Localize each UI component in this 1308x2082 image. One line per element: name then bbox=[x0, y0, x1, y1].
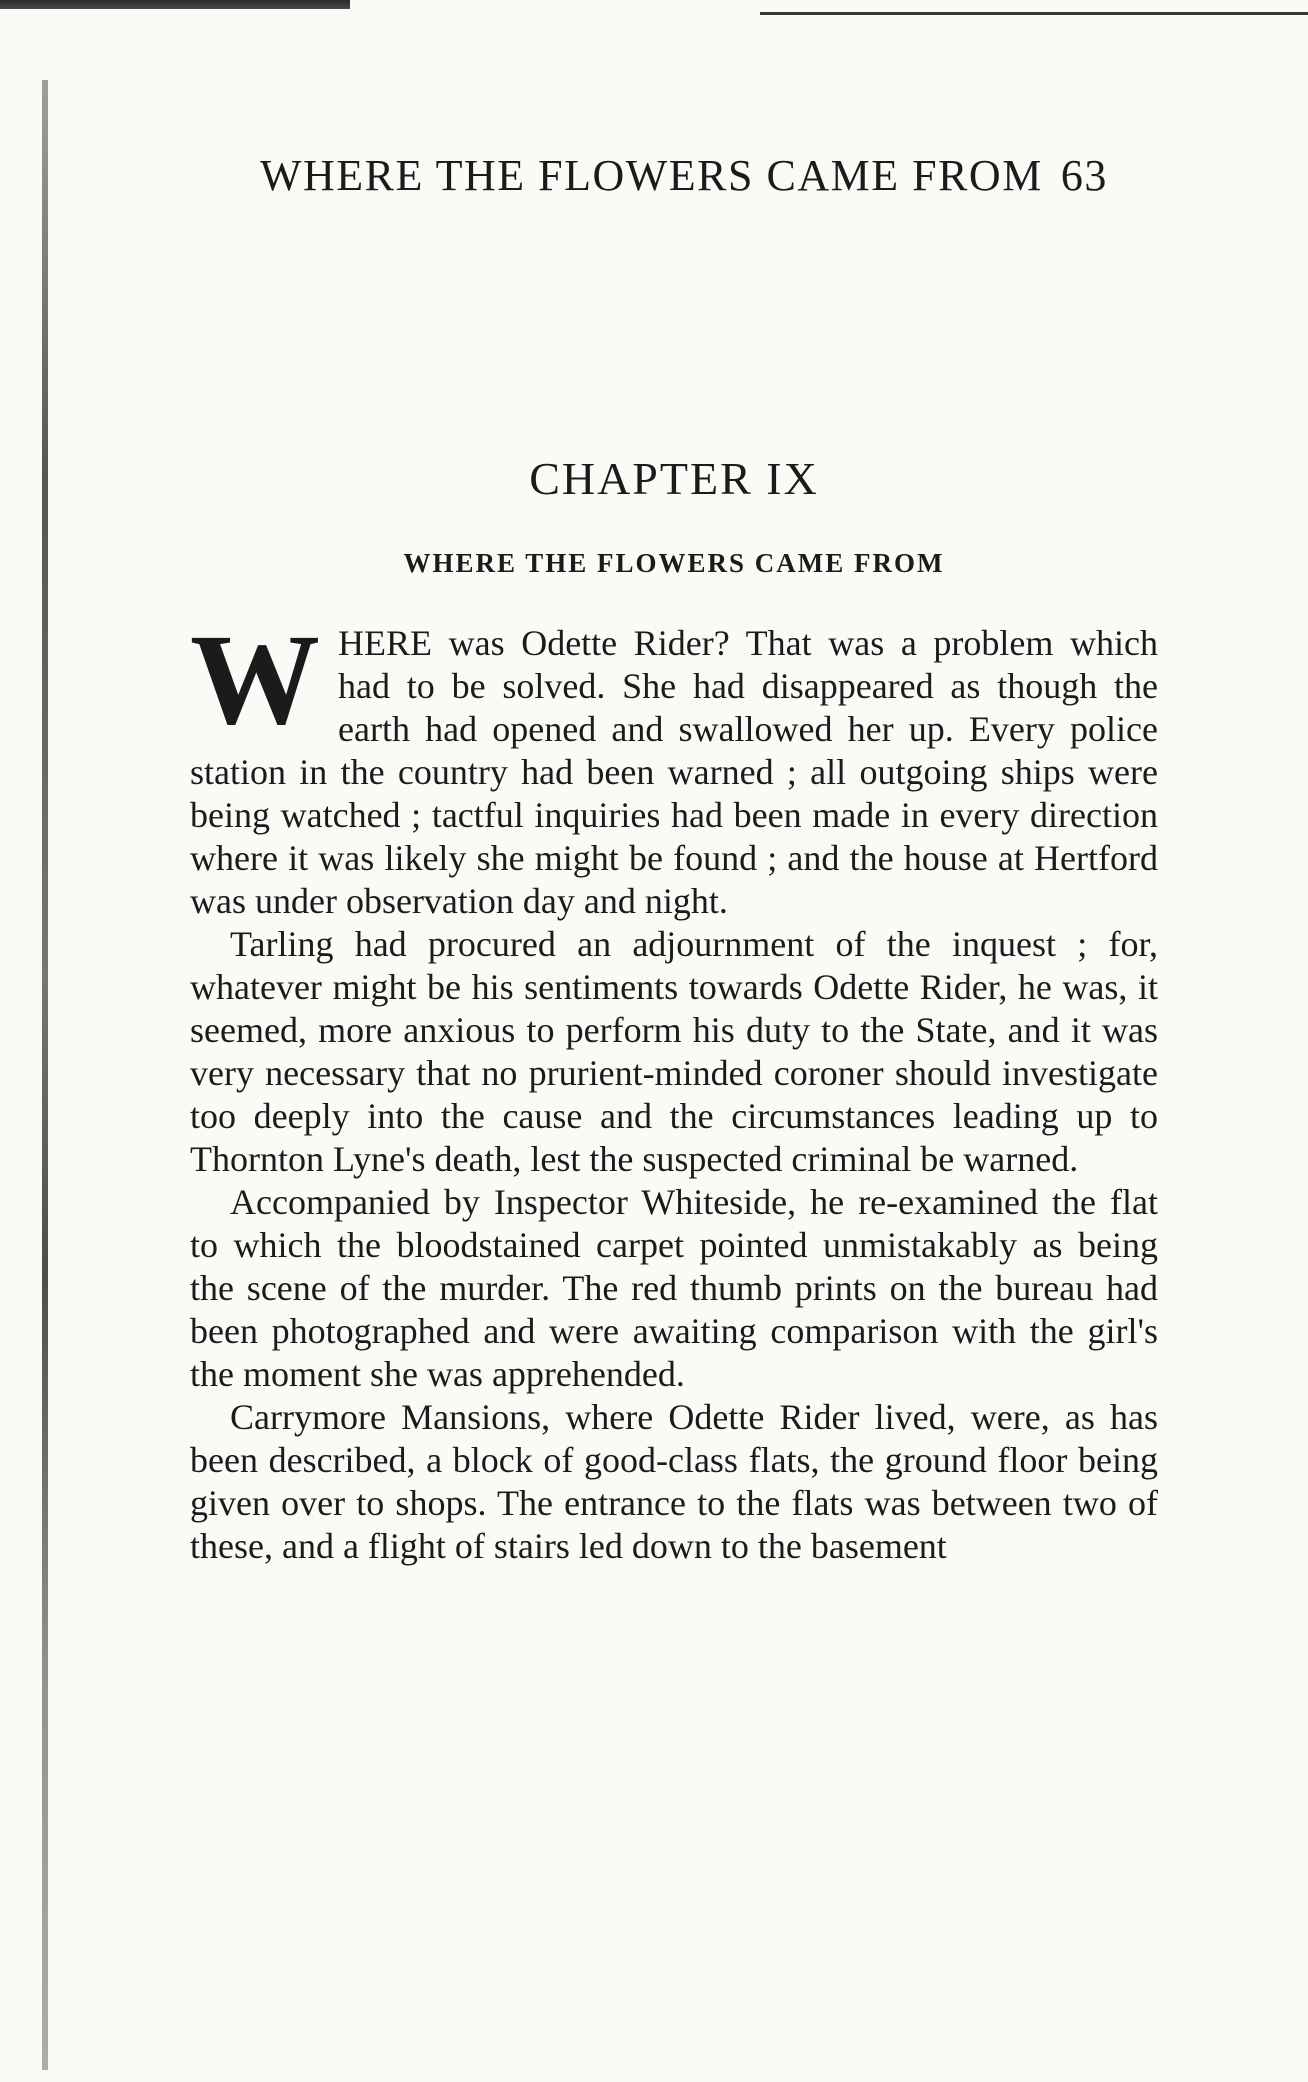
top-edge-rule-right bbox=[760, 12, 1308, 15]
paragraph-1-text: HERE was Odette Rider? That was a problem which had to be solved. She had disappeared as though the earth had opened and swallowed her up. Every police station in the country had been warned ; all outgoing ships were being watched ; tactful inquiries had been made in every direction where it was likely she might be found ; and the house at Hertford was under observation day and night. bbox=[190, 623, 1158, 921]
paragraph-3: Accompanied by Inspector Whiteside, he re-examined the flat to which the bloodstained carpet pointed unmistakably as being the scene of the murder. The red thumb prints on the bureau had been photographed and were awaiting comparison with the girl's the moment she was apprehended. bbox=[190, 1182, 1158, 1394]
body-text bbox=[190, 608, 1158, 1568]
chapter-subtitle: WHERE THE FLOWERS CAME FROM bbox=[403, 548, 945, 578]
page-binding-edge bbox=[42, 80, 48, 2070]
running-head bbox=[260, 150, 1180, 201]
paragraph-1 bbox=[190, 608, 1158, 923]
chapter-title: CHAPTER IX bbox=[529, 453, 819, 504]
top-edge-rule bbox=[0, 0, 350, 9]
running-head-title: WHERE THE FLOWERS CAME FROM bbox=[260, 151, 1043, 200]
drop-cap: W bbox=[190, 608, 316, 752]
paragraph-2: Tarling had procured an adjournment of the inquest ; for, whatever might be his sentiments towards Odette Rider, he was, it seemed, more anxious to perform his duty to the State, and it was very necessary that no prurient-minded coroner should investigate too deeply into the cause and the circumstances leading up to Thornton Lyne's death, lest the suspected criminal be warned. bbox=[190, 924, 1158, 1179]
page-number: 63 bbox=[1060, 151, 1108, 200]
paragraph-4: Carrymore Mansions, where Odette Rider lived, were, as has been described, a block of good-class flats, the ground floor being given over to shops. The entrance to the flats was between two of these, and a flight of stairs led down to the basement bbox=[190, 1397, 1158, 1566]
